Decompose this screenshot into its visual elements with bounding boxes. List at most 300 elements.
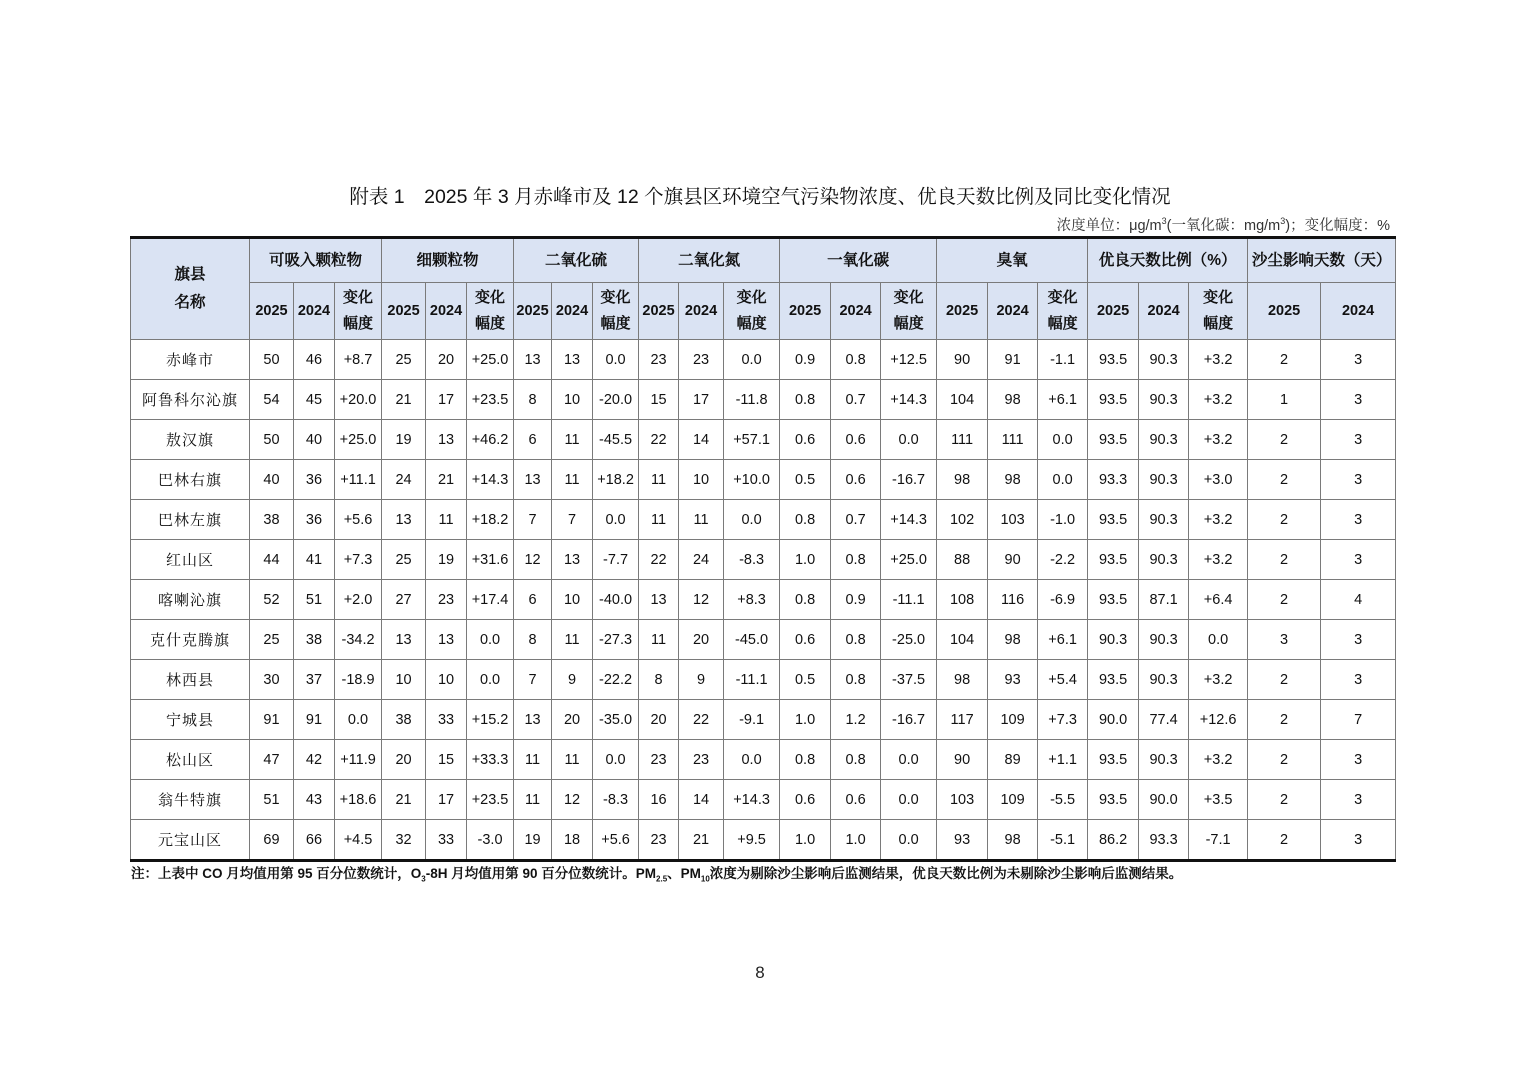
value-cell: 1.0 [780, 540, 831, 580]
value-cell: +20.0 [335, 380, 382, 420]
value-cell: 38 [294, 620, 335, 660]
value-cell: 9 [679, 660, 724, 700]
value-cell: 13 [639, 580, 679, 620]
county-name-cell: 喀喇沁旗 [131, 580, 250, 620]
value-cell: -8.3 [593, 780, 639, 820]
value-cell: 116 [988, 580, 1038, 620]
value-cell: 7 [552, 500, 593, 540]
value-cell: 36 [294, 460, 335, 500]
value-cell: 47 [250, 740, 294, 780]
value-cell: 91 [294, 700, 335, 740]
value-cell: 3 [1321, 820, 1396, 861]
value-cell: 93.5 [1088, 780, 1139, 820]
group-header: 一氧化碳 [780, 238, 937, 283]
value-cell: 111 [988, 420, 1038, 460]
value-cell: +10.0 [724, 460, 780, 500]
year-header: 2025 [514, 283, 552, 340]
value-cell: -2.2 [1038, 540, 1088, 580]
value-cell: +3.2 [1189, 380, 1248, 420]
value-cell: +11.1 [335, 460, 382, 500]
value-cell: +23.5 [467, 780, 514, 820]
value-cell: 10 [382, 660, 426, 700]
county-name-cell: 林西县 [131, 660, 250, 700]
change-header-line: 变化 [343, 289, 374, 306]
value-cell: 90.3 [1139, 620, 1189, 660]
table-row [131, 340, 1396, 380]
value-cell: -11.1 [724, 660, 780, 700]
value-cell: 18 [552, 820, 593, 861]
value-cell: -3.0 [467, 820, 514, 861]
value-cell: +25.0 [335, 420, 382, 460]
value-cell: 0.6 [780, 620, 831, 660]
value-cell: +14.3 [724, 780, 780, 820]
value-cell: +18.2 [593, 460, 639, 500]
value-cell: 0.8 [831, 620, 881, 660]
value-cell: -37.5 [881, 660, 937, 700]
value-cell: +5.6 [593, 820, 639, 861]
year-header: 2025 [780, 283, 831, 340]
year-header: 2025 [382, 283, 426, 340]
value-cell: 0.0 [1038, 420, 1088, 460]
value-cell: 2 [1248, 780, 1321, 820]
value-cell: 23 [426, 580, 467, 620]
value-cell: 103 [937, 780, 988, 820]
value-cell: +1.1 [1038, 740, 1088, 780]
value-cell: 51 [294, 580, 335, 620]
value-cell: -45.0 [724, 620, 780, 660]
value-cell: 3 [1321, 780, 1396, 820]
change-header-line: 幅度 [1203, 315, 1234, 332]
value-cell: 16 [639, 780, 679, 820]
county-name-cell: 阿鲁科尔沁旗 [131, 380, 250, 420]
value-cell: 13 [552, 540, 593, 580]
value-cell: 90.3 [1139, 380, 1189, 420]
value-cell: 3 [1321, 460, 1396, 500]
value-cell: 0.0 [724, 500, 780, 540]
value-cell: 2 [1248, 740, 1321, 780]
value-cell: +8.7 [335, 340, 382, 380]
value-cell: 13 [514, 340, 552, 380]
value-cell: -20.0 [593, 380, 639, 420]
value-cell: 10 [552, 380, 593, 420]
value-cell: 44 [250, 540, 294, 580]
value-cell: +3.5 [1189, 780, 1248, 820]
value-cell: 13 [426, 420, 467, 460]
footnote-subscript: 3 [421, 874, 426, 884]
value-cell: 11 [639, 460, 679, 500]
value-cell: +3.2 [1189, 660, 1248, 700]
value-cell: +12.5 [881, 340, 937, 380]
value-cell: 43 [294, 780, 335, 820]
value-cell: 23 [639, 740, 679, 780]
value-cell: 41 [294, 540, 335, 580]
value-cell: 109 [988, 700, 1038, 740]
group-header: 臭氧 [937, 238, 1088, 283]
value-cell: 90 [988, 540, 1038, 580]
change-header-line: 幅度 [475, 315, 506, 332]
table-row [131, 780, 1396, 820]
value-cell: 45 [294, 380, 335, 420]
value-cell: 13 [552, 340, 593, 380]
value-cell: 66 [294, 820, 335, 861]
value-cell: 8 [639, 660, 679, 700]
value-cell: 3 [1321, 420, 1396, 460]
group-header: 二氧化氮 [639, 238, 780, 283]
value-cell: 3 [1321, 660, 1396, 700]
value-cell: 102 [937, 500, 988, 540]
value-cell: +5.6 [335, 500, 382, 540]
value-cell: 98 [988, 380, 1038, 420]
value-cell: -7.1 [1189, 820, 1248, 861]
footnote-subscript: 10 [700, 874, 710, 884]
value-cell: -9.1 [724, 700, 780, 740]
value-cell: 0.0 [593, 740, 639, 780]
table-row [131, 460, 1396, 500]
year-header: 2024 [1139, 283, 1189, 340]
value-cell: 90.3 [1088, 620, 1139, 660]
table-row [131, 820, 1396, 861]
value-cell: 0.6 [780, 780, 831, 820]
table-row [131, 420, 1396, 460]
change-header [1189, 283, 1248, 340]
value-cell: +7.3 [1038, 700, 1088, 740]
value-cell: 40 [250, 460, 294, 500]
value-cell: 36 [294, 500, 335, 540]
value-cell: 90.3 [1139, 740, 1189, 780]
change-header [881, 283, 937, 340]
value-cell: -1.1 [1038, 340, 1088, 380]
value-cell: +15.2 [467, 700, 514, 740]
value-cell: 0.0 [593, 500, 639, 540]
value-cell: 20 [639, 700, 679, 740]
value-cell: 50 [250, 420, 294, 460]
value-cell: 117 [937, 700, 988, 740]
value-cell: +33.3 [467, 740, 514, 780]
value-cell: +25.0 [881, 540, 937, 580]
table-row [131, 740, 1396, 780]
year-header: 2025 [250, 283, 294, 340]
value-cell: +4.5 [335, 820, 382, 861]
value-cell: 38 [382, 700, 426, 740]
value-cell: 104 [937, 620, 988, 660]
value-cell: 98 [988, 620, 1038, 660]
value-cell: 17 [426, 780, 467, 820]
footnote-text: 、PM [667, 866, 701, 881]
year-header: 2025 [1248, 283, 1321, 340]
value-cell: 11 [426, 500, 467, 540]
table-row [131, 540, 1396, 580]
value-cell: 2 [1248, 820, 1321, 861]
value-cell: -11.1 [881, 580, 937, 620]
value-cell: 0.0 [881, 420, 937, 460]
value-cell: -18.9 [335, 660, 382, 700]
value-cell: +8.3 [724, 580, 780, 620]
change-header-line: 幅度 [1047, 315, 1078, 332]
value-cell: 93.5 [1088, 740, 1139, 780]
value-cell: 90.3 [1139, 460, 1189, 500]
value-cell: 0.0 [724, 740, 780, 780]
value-cell: 13 [382, 620, 426, 660]
header-row-groups [131, 238, 1396, 283]
value-cell: 21 [382, 780, 426, 820]
value-cell: 90.0 [1088, 700, 1139, 740]
value-cell: 10 [679, 460, 724, 500]
value-cell: 90 [937, 340, 988, 380]
value-cell: 24 [679, 540, 724, 580]
value-cell: 17 [426, 380, 467, 420]
value-cell: +3.2 [1189, 540, 1248, 580]
page-number: 8 [755, 963, 765, 982]
value-cell: 0.8 [780, 380, 831, 420]
county-name-cell: 翁牛特旗 [131, 780, 250, 820]
value-cell: +6.1 [1038, 380, 1088, 420]
value-cell: 0.8 [780, 740, 831, 780]
value-cell: 46 [294, 340, 335, 380]
unit-superscript: 3 [1280, 216, 1286, 227]
county-name-cell: 巴林左旗 [131, 500, 250, 540]
value-cell: 54 [250, 380, 294, 420]
value-cell: 14 [679, 780, 724, 820]
unit-text: (一氧化碳：mg/m [1166, 218, 1281, 234]
value-cell: 2 [1248, 340, 1321, 380]
value-cell: 2 [1248, 540, 1321, 580]
change-header [724, 283, 780, 340]
change-header-line: 幅度 [600, 315, 631, 332]
value-cell: 93.5 [1088, 500, 1139, 540]
table-row [131, 500, 1396, 540]
value-cell: 22 [639, 420, 679, 460]
value-cell: 0.6 [831, 780, 881, 820]
value-cell: 104 [937, 380, 988, 420]
value-cell: 0.6 [831, 460, 881, 500]
value-cell: 98 [988, 460, 1038, 500]
value-cell: 0.8 [831, 340, 881, 380]
table-row [131, 580, 1396, 620]
change-header [593, 283, 639, 340]
value-cell: 90.3 [1139, 340, 1189, 380]
value-cell: 91 [250, 700, 294, 740]
value-cell: 13 [514, 700, 552, 740]
value-cell: 89 [988, 740, 1038, 780]
group-header: 沙尘影响天数（天） [1248, 238, 1396, 283]
year-header: 2024 [988, 283, 1038, 340]
value-cell: +31.6 [467, 540, 514, 580]
value-cell: 90 [937, 740, 988, 780]
value-cell: 0.8 [780, 580, 831, 620]
value-cell: +14.3 [881, 380, 937, 420]
value-cell: 13 [382, 500, 426, 540]
value-cell: +18.2 [467, 500, 514, 540]
value-cell: 37 [294, 660, 335, 700]
value-cell: 93.3 [1139, 820, 1189, 861]
unit-text: )；变化幅度：% [1285, 218, 1390, 234]
value-cell: 12 [552, 780, 593, 820]
value-cell: 0.9 [831, 580, 881, 620]
value-cell: -7.7 [593, 540, 639, 580]
value-cell: 11 [639, 620, 679, 660]
value-cell: 93.5 [1088, 580, 1139, 620]
value-cell: 3 [1248, 620, 1321, 660]
year-header: 2024 [831, 283, 881, 340]
value-cell: 1 [1248, 380, 1321, 420]
county-header-line: 旗县 [174, 266, 206, 283]
value-cell: 88 [937, 540, 988, 580]
value-cell: 14 [679, 420, 724, 460]
value-cell: 11 [514, 740, 552, 780]
value-cell: 93.5 [1088, 420, 1139, 460]
value-cell: +2.0 [335, 580, 382, 620]
value-cell: 17 [679, 380, 724, 420]
value-cell: 21 [382, 380, 426, 420]
value-cell: +3.0 [1189, 460, 1248, 500]
change-header-line: 变化 [1047, 289, 1078, 306]
value-cell: 0.0 [881, 740, 937, 780]
county-name-cell: 巴林右旗 [131, 460, 250, 500]
value-cell: 11 [679, 500, 724, 540]
value-cell: 0.5 [780, 460, 831, 500]
value-cell: 90.3 [1139, 660, 1189, 700]
value-cell: 93 [988, 660, 1038, 700]
pollutant-table [130, 236, 1396, 862]
value-cell: 0.0 [335, 700, 382, 740]
value-cell: 20 [552, 700, 593, 740]
value-cell: 3 [1321, 740, 1396, 780]
value-cell: -35.0 [593, 700, 639, 740]
year-header: 2024 [679, 283, 724, 340]
value-cell: 11 [639, 500, 679, 540]
value-cell: +6.1 [1038, 620, 1088, 660]
table-row [131, 660, 1396, 700]
value-cell: 25 [382, 540, 426, 580]
value-cell: 12 [514, 540, 552, 580]
value-cell: 19 [426, 540, 467, 580]
value-cell: 32 [382, 820, 426, 861]
value-cell: 50 [250, 340, 294, 380]
value-cell: -6.9 [1038, 580, 1088, 620]
value-cell: 1.0 [780, 820, 831, 861]
value-cell: 0.6 [780, 420, 831, 460]
value-cell: 87.1 [1139, 580, 1189, 620]
county-header-line: 名称 [174, 294, 206, 311]
value-cell: 109 [988, 780, 1038, 820]
county-name-cell: 敖汉旗 [131, 420, 250, 460]
value-cell: 0.0 [467, 660, 514, 700]
value-cell: +5.4 [1038, 660, 1088, 700]
value-cell: 23 [639, 820, 679, 861]
value-cell: -8.3 [724, 540, 780, 580]
value-cell: 108 [937, 580, 988, 620]
footnote-subscript: 2.5 [656, 874, 668, 884]
county-name-cell: 宁城县 [131, 700, 250, 740]
value-cell: 2 [1248, 500, 1321, 540]
value-cell: 0.5 [780, 660, 831, 700]
value-cell: 6 [514, 420, 552, 460]
value-cell: 98 [937, 460, 988, 500]
value-cell: 20 [382, 740, 426, 780]
value-cell: 0.0 [467, 620, 514, 660]
value-cell: 93 [937, 820, 988, 861]
table-row [131, 620, 1396, 660]
value-cell: 20 [679, 620, 724, 660]
value-cell: 19 [514, 820, 552, 861]
value-cell: -16.7 [881, 700, 937, 740]
value-cell: 1.0 [831, 820, 881, 861]
value-cell: 69 [250, 820, 294, 861]
county-name-cell: 松山区 [131, 740, 250, 780]
value-cell: 98 [937, 660, 988, 700]
value-cell: 22 [639, 540, 679, 580]
value-cell: +12.6 [1189, 700, 1248, 740]
value-cell: 3 [1321, 340, 1396, 380]
value-cell: +57.1 [724, 420, 780, 460]
value-cell: 52 [250, 580, 294, 620]
footnote [131, 862, 1182, 884]
group-header: 细颗粒物 [382, 238, 514, 283]
year-header: 2024 [1321, 283, 1396, 340]
value-cell: 7 [514, 660, 552, 700]
footnote-text: 注：上表中 CO 月均值用第 95 百分位数统计，O [131, 866, 422, 881]
year-header: 2025 [937, 283, 988, 340]
value-cell: 25 [250, 620, 294, 660]
value-cell: 24 [382, 460, 426, 500]
change-header-line: 变化 [1203, 289, 1234, 306]
value-cell: 3 [1321, 540, 1396, 580]
year-header: 2025 [639, 283, 679, 340]
value-cell: 23 [679, 740, 724, 780]
value-cell: +25.0 [467, 340, 514, 380]
change-header-line: 幅度 [343, 315, 374, 332]
value-cell: 77.4 [1139, 700, 1189, 740]
change-header-line: 变化 [893, 289, 924, 306]
value-cell: 90.3 [1139, 500, 1189, 540]
value-cell: 91 [988, 340, 1038, 380]
value-cell: 10 [552, 580, 593, 620]
value-cell: +3.2 [1189, 500, 1248, 540]
county-name-cell: 赤峰市 [131, 340, 250, 380]
county-header [131, 238, 250, 340]
value-cell: 33 [426, 700, 467, 740]
value-cell: 7 [1321, 700, 1396, 740]
value-cell: 23 [639, 340, 679, 380]
value-cell: 27 [382, 580, 426, 620]
value-cell: -34.2 [335, 620, 382, 660]
group-header: 可吸入颗粒物 [250, 238, 382, 283]
value-cell: 33 [426, 820, 467, 861]
value-cell: 23 [679, 340, 724, 380]
change-header [467, 283, 514, 340]
value-cell: 2 [1248, 460, 1321, 500]
county-name-cell: 克什克腾旗 [131, 620, 250, 660]
value-cell: 21 [426, 460, 467, 500]
county-name-cell: 红山区 [131, 540, 250, 580]
change-header-line: 变化 [600, 289, 631, 306]
value-cell: 93.5 [1088, 660, 1139, 700]
value-cell: +3.2 [1189, 740, 1248, 780]
value-cell: +6.4 [1189, 580, 1248, 620]
county-name-cell: 元宝山区 [131, 820, 250, 861]
value-cell: 93.3 [1088, 460, 1139, 500]
value-cell: 0.0 [881, 820, 937, 861]
value-cell: +3.2 [1189, 340, 1248, 380]
value-cell: -16.7 [881, 460, 937, 500]
value-cell: 11 [552, 740, 593, 780]
value-cell: 8 [514, 380, 552, 420]
value-cell: +23.5 [467, 380, 514, 420]
table-title: 附表 1 2025 年 3 月赤峰市及 12 个旗县区环境空气污染物浓度、优良天数比例及同比变化情况 [349, 186, 1171, 208]
value-cell: 6 [514, 580, 552, 620]
value-cell: +18.6 [335, 780, 382, 820]
value-cell: 90.3 [1139, 540, 1189, 580]
